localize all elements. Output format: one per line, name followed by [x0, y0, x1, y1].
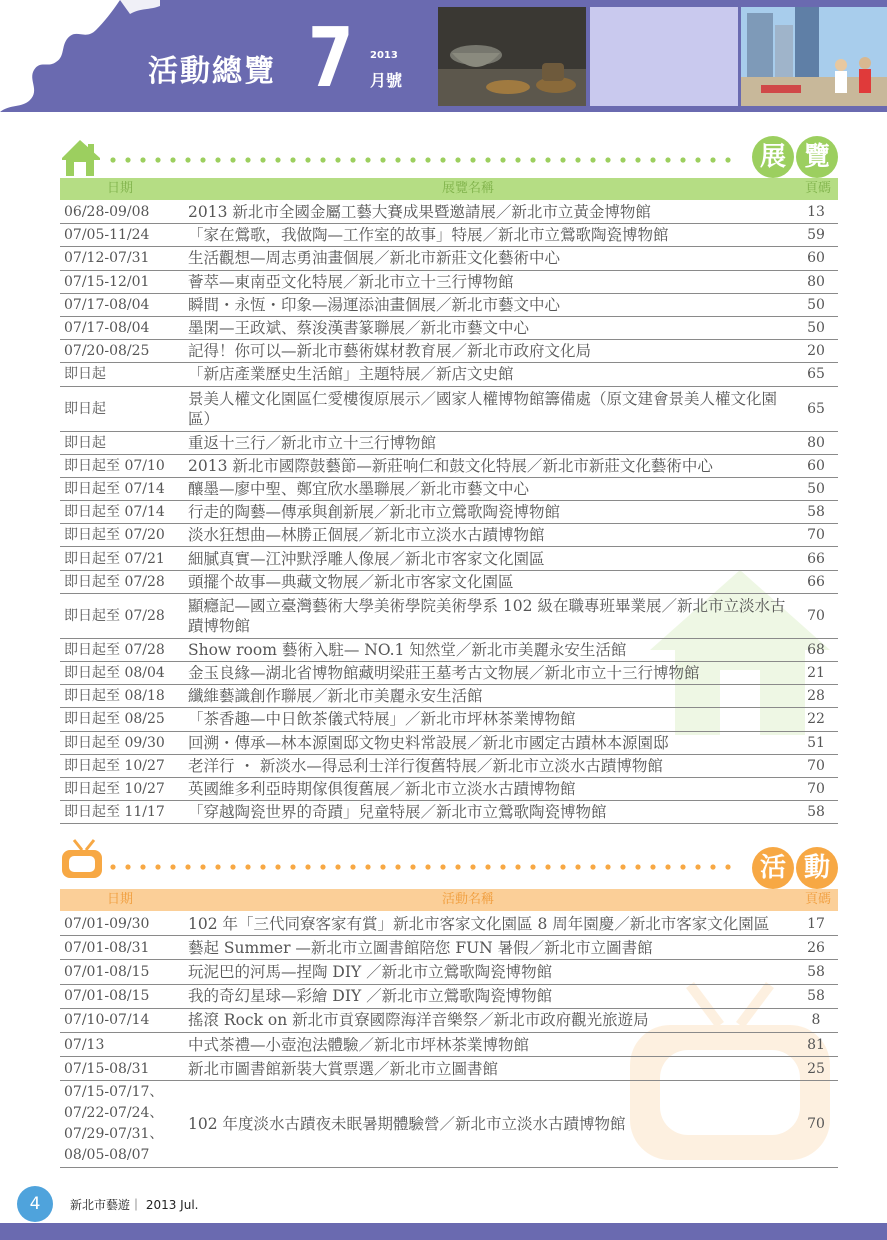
row-page: 51 [807, 734, 825, 751]
page-number: 4 [17, 1186, 53, 1222]
table-row [60, 478, 838, 501]
row-page: 26 [807, 939, 825, 956]
row-name: 「茶香趣—中日飲茶儀式特展」／新北市坪林茶業博物館 [188, 710, 576, 729]
row-date: 即日起至 10/27 [64, 781, 165, 798]
table-row [60, 1057, 838, 1081]
row-date: 即日起至 07/10 [64, 457, 165, 474]
row-page: 60 [807, 457, 825, 474]
row-date: 即日起至 07/28 [64, 573, 165, 590]
row-date: 即日起至 10/27 [64, 757, 165, 774]
row-page: 70 [807, 527, 825, 544]
row-page: 65 [807, 366, 825, 383]
table-row [60, 432, 838, 455]
row-page: 60 [807, 250, 825, 267]
row-name: 2013 新北市國際鼓藝節—新莊响仁和鼓文化特展／新北市新莊文化藝術中心 [188, 456, 713, 475]
activity-table [60, 912, 838, 1168]
row-page: 58 [807, 988, 825, 1005]
table-row [60, 708, 838, 731]
header-month-label: 月號 [370, 71, 403, 90]
table-row [60, 387, 838, 432]
publication-label: 新北市藝遊｜ 2013 Jul. [70, 1198, 199, 1212]
column-header-name: 活動名稱 [441, 892, 494, 907]
exhibition-table [60, 201, 838, 824]
row-name: 墨閑—王政斌、蔡浚漢書篆聯展／新北市藝文中心 [188, 319, 530, 338]
row-name: 生活觀想—周志勇油畫個展／新北市新莊文化藝術中心 [188, 249, 561, 268]
row-date: 即日起至 08/18 [64, 688, 165, 705]
row-page: 13 [807, 204, 825, 221]
row-date: 即日起 [64, 434, 106, 451]
table-row [60, 960, 838, 984]
row-name: 英國維多利亞時期傢俱復舊展／新北市立淡水古蹟博物館 [188, 780, 576, 799]
row-name: 回溯・傳承—林本源園邸文物史料常設展／新北市國定古蹟林本源園邸 [188, 733, 669, 752]
row-name: 102 年度淡水古蹟夜未眠暑期體驗營／新北市立淡水古蹟博物館 [188, 1115, 626, 1134]
table-row [60, 294, 838, 317]
row-date: 即日起至 11/17 [64, 804, 165, 821]
dotted-divider-exhibition [108, 155, 748, 165]
row-page: 66 [807, 573, 825, 590]
row-date: 即日起至 08/04 [64, 665, 165, 682]
table-row [60, 1081, 838, 1168]
row-name: 重返十三行／新北市立十三行博物館 [188, 433, 437, 452]
section-badge-exhibit-2: 覽 [796, 136, 838, 178]
row-page: 80 [807, 434, 825, 451]
row-date: 即日起至 09/30 [64, 734, 165, 751]
table-row [60, 271, 838, 294]
row-date: 07/17-08/04 [64, 296, 150, 313]
table-row [60, 201, 838, 224]
row-date: 07/01-08/31 [64, 939, 150, 956]
row-name: 2013 新北市全國金屬工藝大賽成果暨邀請展／新北市立黃金博物館 [188, 203, 651, 222]
table-row [60, 801, 838, 824]
row-date: 07/01-08/15 [64, 963, 150, 980]
row-name: 細膩真實—江沖默浮雕人像展／新北市客家文化園區 [188, 549, 545, 568]
table-row [60, 455, 838, 478]
column-header-page: 頁碼 [804, 181, 831, 196]
row-page: 68 [807, 641, 825, 658]
column-header-page: 頁碼 [804, 892, 831, 907]
row-page: 50 [807, 480, 825, 497]
row-page: 65 [807, 400, 825, 417]
row-page: 80 [807, 273, 825, 290]
row-page: 28 [807, 688, 825, 705]
row-page: 70 [807, 757, 825, 774]
page-header [0, 0, 887, 112]
row-date: 07/15-07/17、 07/22-07/24、 07/29-07/31、 08/05-08/07 [64, 1084, 164, 1164]
row-page: 59 [807, 227, 825, 244]
row-date: 即日起 [64, 400, 106, 417]
row-name: 薈萃—東南亞文化特展／新北市立十三行博物館 [188, 272, 514, 291]
row-date: 07/15-08/31 [64, 1060, 150, 1077]
row-page: 66 [807, 550, 825, 567]
row-date: 即日起至 07/21 [64, 550, 165, 567]
row-date: 07/13 [64, 1036, 105, 1053]
row-name: 中式茶禮—小壺泡法體驗／新北市坪林茶業博物館 [188, 1035, 530, 1054]
row-name: 搖滾 Rock on 新北市貢寮國際海洋音樂祭／新北市政府觀光旅遊局 [188, 1011, 649, 1030]
header-month-number: 7 [308, 11, 354, 106]
table-row [60, 363, 838, 386]
row-name: 記得！你可以—新北市藝術媒材教育展／新北市政府文化局 [188, 342, 592, 361]
table-row [60, 755, 838, 778]
section-badge-activity-2: 動 [796, 847, 838, 889]
row-name: 頭擺个故事—典藏文物展／新北市客家文化園區 [188, 572, 514, 591]
row-date: 即日起至 07/14 [64, 480, 165, 497]
row-date: 即日起至 07/28 [64, 607, 165, 624]
row-date: 即日起至 07/28 [64, 641, 165, 658]
column-header-name: 展覽名稱 [441, 181, 494, 196]
table-row [60, 1033, 838, 1057]
row-name: 纖維藝識創作聯展／新北市美麗永安生活館 [188, 687, 483, 706]
row-name: Show room 藝術入駐— NO.1 知然堂／新北市美麗永安生活館 [188, 640, 627, 659]
table-row [60, 247, 838, 270]
table-row [60, 340, 838, 363]
tv-icon [60, 838, 108, 882]
table-row [60, 732, 838, 755]
row-page: 58 [807, 963, 825, 980]
row-page: 20 [807, 343, 825, 360]
row-page: 70 [807, 1116, 825, 1133]
row-name: 瞬間・永恆・印象—湯運添油畫個展／新北市藝文中心 [188, 295, 561, 314]
row-date: 07/01-08/15 [64, 988, 150, 1005]
row-name: 金玉良緣—湖北省博物館藏明梁莊王墓考古文物展／新北市立十三行博物館 [188, 664, 700, 683]
table-row [60, 524, 838, 547]
row-name: 「家在鶯歌，我做陶—工作室的故事」特展／新北市立鶯歌陶瓷博物館 [188, 226, 669, 245]
section-badge-activity-1: 活 [752, 847, 794, 889]
row-date: 即日起至 07/20 [64, 527, 165, 544]
row-date: 06/28-09/08 [64, 204, 150, 221]
column-header-date: 日期 [106, 892, 133, 907]
row-name: 藝起 Summer —新北市立圖書館陪您 FUN 暑假／新北市立圖書館 [188, 938, 653, 957]
row-name: 景美人權文化園區仁愛樓復原展示／國家人權博物館籌備處（原文建會景美人權文化園區） [188, 389, 778, 428]
row-name: 「新店產業歷史生活館」主題特展／新店文史館 [188, 365, 514, 384]
row-page: 25 [807, 1060, 825, 1077]
row-name: 我的奇幻星球—彩繪 DIY ／新北市立鶯歌陶瓷博物館 [188, 987, 553, 1006]
row-date: 07/15-12/01 [64, 273, 150, 290]
row-date: 07/20-08/25 [64, 343, 150, 360]
map-shape-decoration [0, 0, 160, 112]
table-row [60, 685, 838, 708]
row-date: 07/05-11/24 [64, 227, 150, 244]
row-page: 21 [807, 665, 825, 682]
row-name: 玩泥巴的河馬—捏陶 DIY ／新北市立鶯歌陶瓷博物館 [188, 962, 553, 981]
table-row [60, 501, 838, 524]
header-photo-street [741, 7, 887, 106]
row-date: 07/10-07/14 [64, 1012, 150, 1029]
table-row [60, 594, 838, 639]
header-year: 2013 [370, 50, 398, 61]
house-icon [58, 136, 106, 178]
table-row [60, 662, 838, 685]
table-row [60, 936, 838, 960]
dotted-divider-activity [108, 862, 748, 872]
footer-bar [0, 1223, 887, 1240]
row-date: 07/01-09/30 [64, 915, 150, 932]
row-page: 81 [807, 1036, 825, 1053]
row-name: 淡水狂想曲—林勝正個展／新北市立淡水古蹟博物館 [188, 526, 545, 545]
row-page: 70 [807, 607, 825, 624]
row-page: 22 [807, 711, 825, 728]
exhibition-table-header [60, 178, 838, 200]
row-name: 顯癮記—國立臺灣藝術大學美術學院美術學系 102 級在職專班畢業展／新北市立淡水古蹟博物館 [188, 596, 786, 635]
table-row [60, 639, 838, 662]
row-page: 50 [807, 320, 825, 337]
row-date: 即日起 [64, 366, 106, 383]
table-row [60, 778, 838, 801]
row-date: 即日起至 07/14 [64, 504, 165, 521]
row-name: 新北市圖書館新裝大賞票選／新北市立圖書館 [188, 1059, 499, 1078]
header-photo-placeholder [590, 7, 738, 106]
table-row [60, 985, 838, 1009]
activity-table-header [60, 889, 838, 911]
header-photo-teaware [438, 7, 586, 106]
row-name: 「穿越陶瓷世界的奇蹟」兒童特展／新北市立鶯歌陶瓷博物館 [188, 803, 607, 822]
row-date: 07/12-07/31 [64, 250, 150, 267]
row-name: 行走的陶藝—傳承與創新展／新北市立鶯歌陶瓷博物館 [188, 503, 561, 522]
table-row [60, 912, 838, 936]
row-page: 70 [807, 781, 825, 798]
row-page: 50 [807, 296, 825, 313]
column-header-date: 日期 [106, 181, 133, 196]
section-badge-exhibit-1: 展 [752, 136, 794, 178]
row-date: 07/17-08/04 [64, 320, 150, 337]
row-date: 即日起至 08/25 [64, 711, 165, 728]
table-row [60, 571, 838, 594]
row-name: 釀墨—廖中聖、鄭宜欣水墨聯展／新北市藝文中心 [188, 479, 530, 498]
table-row [60, 317, 838, 340]
table-row [60, 1009, 838, 1033]
row-page: 8 [811, 1012, 821, 1029]
header-title: 活動總覽 [148, 54, 276, 89]
row-name: 老洋行 ・ 新淡水—得忌利士洋行復舊特展／新北市立淡水古蹟博物館 [188, 756, 663, 775]
row-page: 58 [807, 504, 825, 521]
row-page: 17 [807, 915, 825, 932]
table-row [60, 224, 838, 247]
row-name: 102 年「三代同寮客家有賞」新北市客家文化園區 8 周年園慶／新北市客家文化園區 [188, 914, 770, 933]
row-page: 58 [807, 804, 825, 821]
table-row [60, 547, 838, 570]
